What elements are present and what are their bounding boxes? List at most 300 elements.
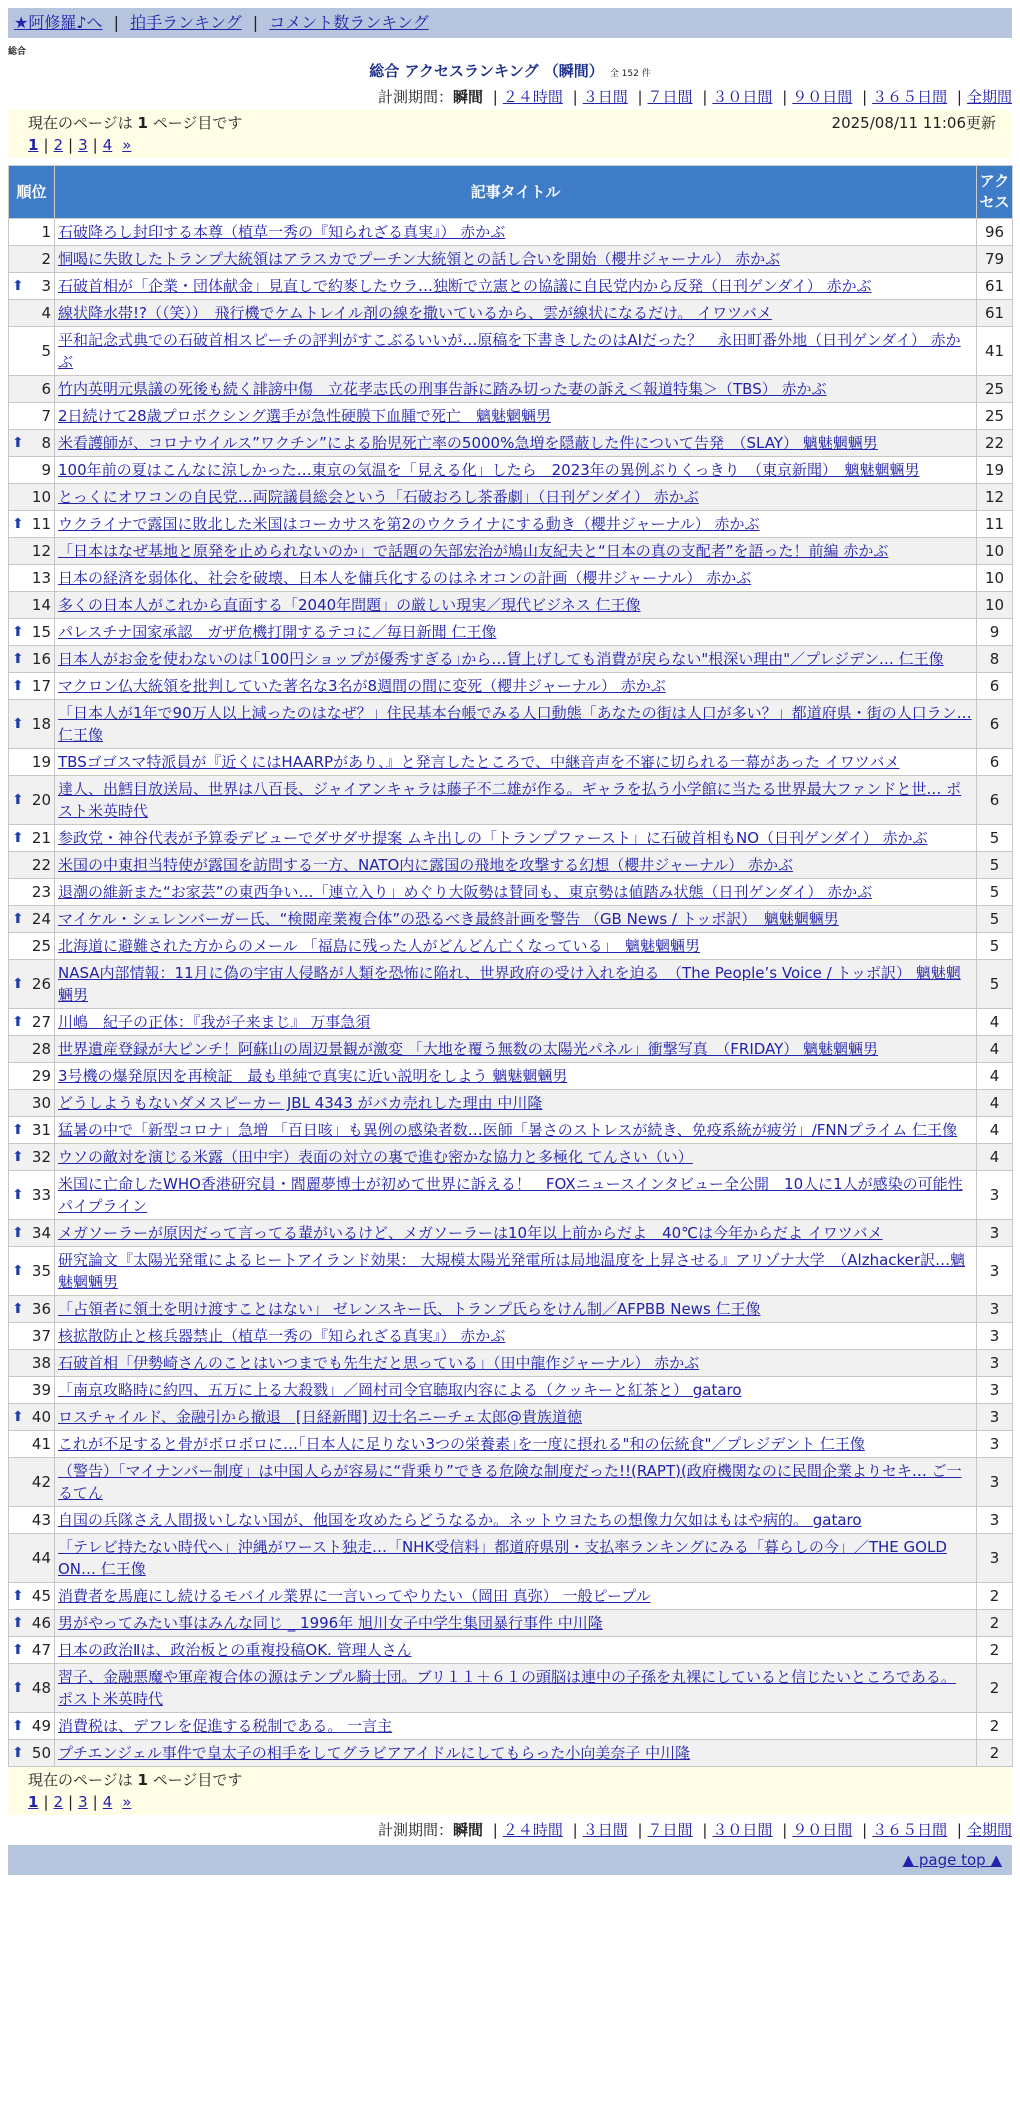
table-row xyxy=(9,1610,1013,1637)
table-row xyxy=(9,825,1013,852)
period-link-24h[interactable]: ２４時間 xyxy=(502,88,563,106)
rank-number: 14 xyxy=(31,596,51,614)
rank-cell xyxy=(9,592,55,619)
rank-up-arrow-icon: ⬆ xyxy=(12,1014,24,1030)
rank-number: 34 xyxy=(31,1224,51,1242)
rank-cell xyxy=(9,1323,55,1350)
page-info-bottom xyxy=(8,1767,1012,1815)
table-row xyxy=(9,430,1013,457)
article-link[interactable]: 米国の中東担当特使が露国を訪問する一方、NATO内に露国の飛地を攻撃する幻想（櫻井ジャーナル） 赤かぶ xyxy=(58,856,794,874)
table-row xyxy=(9,273,1013,300)
article-link[interactable]: 「占領者に領土を明け渡すことはない」 ゼレンスキー氏、トランプ氏らをけん制／AFPBB News 仁王像 xyxy=(58,1300,761,1318)
title-cell xyxy=(55,1583,977,1610)
rank-cell xyxy=(9,457,55,484)
table-row xyxy=(9,1036,1013,1063)
page-top-link[interactable]: ▲ page top ▲ xyxy=(902,1851,1002,1869)
rank-cell xyxy=(9,879,55,906)
title-cell xyxy=(55,1323,977,1350)
title-cell xyxy=(55,538,977,565)
table-row xyxy=(9,852,1013,879)
table-row xyxy=(9,1637,1013,1664)
rank-number: 1 xyxy=(41,223,51,241)
rank-cell xyxy=(9,1063,55,1090)
article-link[interactable]: どうしようもないダメスピーカー JBL 4343 がバカ売れした理由 中川隆 xyxy=(58,1094,543,1112)
table-row xyxy=(9,1740,1013,1767)
article-link[interactable]: 研究論文『太陽光発電によるヒートアイランド効果： 大規模太陽光発電所は局地温度を上昇させる』アリゾナ大学 （Alzhacker訳…魑魅魍魎男 xyxy=(58,1251,966,1291)
article-link[interactable]: 消費税は、デフレを促進する税制である。 一言主 xyxy=(58,1717,393,1735)
rank-up-arrow-icon: ⬆ xyxy=(12,1149,24,1165)
page-next-link[interactable]: » xyxy=(122,1793,132,1811)
rank-number: 3 xyxy=(41,277,51,295)
title-cell xyxy=(55,852,977,879)
title-cell xyxy=(55,673,977,700)
rank-number: 5 xyxy=(41,342,51,360)
access-count: 19 xyxy=(977,457,1013,484)
page-link-3[interactable]: 3 xyxy=(78,1793,88,1811)
article-link[interactable]: 世界遺産登録が大ピンチ！阿蘇山の周辺景観が激変 「大地を覆う無数の太陽光パネル」衝撃写真 （FRIDAY） 魑魅魍魎男 xyxy=(58,1040,879,1058)
rank-cell xyxy=(9,1377,55,1404)
title-cell xyxy=(55,1377,977,1404)
table-row xyxy=(9,1063,1013,1090)
title-cell xyxy=(55,776,977,825)
access-count: 2 xyxy=(977,1713,1013,1740)
rank-number: 45 xyxy=(31,1587,51,1605)
table-row xyxy=(9,933,1013,960)
pagination-top: 1 | 2 | 3 | 4 » xyxy=(28,136,132,154)
current-page-text: 現在のページは 1 ページ目です xyxy=(28,114,243,132)
rank-up-arrow-icon: ⬆ xyxy=(12,830,24,846)
page-next-link[interactable]: » xyxy=(122,136,132,154)
rank-cell xyxy=(9,1610,55,1637)
article-link[interactable]: TBSゴゴスマ特派員が『近くにはHAARPがあり、』と発言したところで、中継音声を不審に切られる一幕があった イワツバメ xyxy=(58,753,900,771)
rank-number: 18 xyxy=(31,715,51,733)
rank-number: 49 xyxy=(31,1717,51,1735)
period-link-all[interactable]: 全期間 xyxy=(966,1821,1012,1839)
access-count: 22 xyxy=(977,430,1013,457)
article-link[interactable]: マクロン仏大統領を批判していた著名な3名が8週間の間に変死（櫻井ジャーナル） 赤かぶ xyxy=(58,677,666,695)
article-link[interactable]: 石破首相が「企業・団体献金」見直しで約麥したウラ…独断で立憲との協議に自民党内から反発（日刊ゲンダイ） 赤かぶ xyxy=(58,277,872,295)
rank-cell xyxy=(9,300,55,327)
article-link[interactable]: 核拡散防止と核兵器禁止（植草一秀の『知られざる真実』） 赤かぶ xyxy=(58,1327,506,1345)
title-cell xyxy=(55,1171,977,1220)
access-count: 2 xyxy=(977,1610,1013,1637)
rank-up-arrow-icon: ⬆ xyxy=(12,435,24,451)
article-link[interactable]: プチエンジェル事件で皇太子の相手をしてグラビアアイドルにしてもらった小向美奈子 中川隆 xyxy=(58,1744,691,1762)
rank-cell xyxy=(9,538,55,565)
rank-number: 20 xyxy=(31,791,51,809)
rank-number: 35 xyxy=(31,1262,51,1280)
rank-number: 41 xyxy=(31,1435,51,1453)
title-cell xyxy=(55,1350,977,1377)
table-row xyxy=(9,906,1013,933)
page-link-2[interactable]: 2 xyxy=(53,136,64,154)
rank-number: 19 xyxy=(31,753,51,771)
period-link-90d[interactable]: ９０日間 xyxy=(792,88,853,106)
access-count: 8 xyxy=(977,646,1013,673)
title-cell xyxy=(55,933,977,960)
period-link-all[interactable]: 全期間 xyxy=(966,88,1012,106)
article-link[interactable]: 恫喝に失敗したトランプ大統領はアラスカでプーチン大統領との話し合いを開始（櫻井ジャーナル） 赤かぶ xyxy=(58,250,781,268)
table-row xyxy=(9,538,1013,565)
article-link[interactable]: 達人、出鱈目放送局、世界は八百長、ジャイアンキャラは藤子不二雄が作る。ギャラを払う小学館に当たる世界最大ファンドと世… ポスト米英時代 xyxy=(58,780,962,820)
article-link[interactable]: 3号機の爆発原因を再検証 最も単純で真実に近い説明をしよう 魑魅魍魎男 xyxy=(58,1067,568,1085)
title-cell xyxy=(55,1458,977,1507)
access-count: 5 xyxy=(977,879,1013,906)
article-link[interactable]: （警告）「マイナンバー制度」は中国人らが容易に“背乗り”できる危険な制度だった!!(RAPT)(政府機関なのに民間企業よりセキ… ご一るてん xyxy=(58,1462,962,1502)
article-link[interactable]: 平和記念式典での石破首相スピーチの評判がすこぶるいいが…原稿を下書きしたのはAIだった？ 永田町番外地（日刊ゲンダイ） 赤かぶ xyxy=(58,331,961,371)
rank-number: 13 xyxy=(31,569,51,587)
rank-number: 31 xyxy=(31,1121,51,1139)
title-cell xyxy=(55,511,977,538)
article-link[interactable]: 習子、金融悪魔や軍産複合体の源はテンプル騎士団。ブリ１１＋６１の頭脳は連中の子孫を丸裸にしていると信じたいところである。 ポスト米英時代 xyxy=(58,1668,956,1708)
access-count: 3 xyxy=(977,1507,1013,1534)
article-link[interactable]: 石破首相「伊勢崎さんのことはいつまでも先生だと思っている」（田中龍作ジャーナル） 赤かぶ xyxy=(58,1354,700,1372)
table-row xyxy=(9,457,1013,484)
title-cell xyxy=(55,700,977,749)
article-link[interactable]: 米看護師が、コロナウイルス”ワクチン”による胎児死亡率の5000%急増を隠蔽した件について告発 （SLAY） 魑魅魍魎男 xyxy=(58,434,878,452)
rank-number: 10 xyxy=(31,488,51,506)
clap-ranking-link[interactable]: 拍手ランキング xyxy=(130,13,242,32)
table-row xyxy=(9,1713,1013,1740)
rank-cell xyxy=(9,776,55,825)
access-count: 5 xyxy=(977,852,1013,879)
pagination-bottom: 1 | 2 | 3 | 4 » xyxy=(28,1793,132,1811)
article-link[interactable]: 日本の政治Ⅱは、政治板との重複投稿OK. 管理人さん xyxy=(58,1641,412,1659)
rank-up-arrow-icon: ⬆ xyxy=(12,1122,24,1138)
article-link[interactable]: 参政党・神谷代表が予算委デビューでダサダサ提案 ムキ出しの「トランプファースト」に石破首相もNO（日刊ゲンダイ） 赤かぶ xyxy=(58,829,928,847)
title-cell xyxy=(55,1534,977,1583)
rank-cell xyxy=(9,1534,55,1583)
article-link[interactable]: 北海道に避難された方からのメール 「福島に残った人がどんどん亡くなっている」 魑魅魍魎男 xyxy=(58,937,700,955)
access-count: 6 xyxy=(977,673,1013,700)
rank-up-arrow-icon: ⬆ xyxy=(12,1301,24,1317)
rank-number: 40 xyxy=(31,1408,51,1426)
table-row xyxy=(9,246,1013,273)
rank-cell xyxy=(9,825,55,852)
title-cell xyxy=(55,484,977,511)
header-rank: 順位 xyxy=(9,166,55,219)
article-link[interactable]: 猛暑の中で「新型コロナ」急増 「百日咳」も異例の感染者数…医師「暑さのストレスが続き、免疫系統が疲労」/FNNプライム 仁王像 xyxy=(58,1121,958,1139)
article-link[interactable]: 竹内英明元県議の死後も続く誹謗中傷 立花孝志氏の刑事告訴に踏み切った妻の訴え＜報道特集＞（TBS） 赤かぶ xyxy=(58,380,827,398)
page-link-1[interactable]: 1 xyxy=(28,1793,39,1811)
period-current: 瞬間 xyxy=(452,1821,483,1839)
article-link[interactable]: 石破降ろし封印する本尊（植草一秀の『知られざる真実』） 赤かぶ xyxy=(58,223,506,241)
rank-cell xyxy=(9,1507,55,1534)
page-link-4[interactable]: 4 xyxy=(102,136,113,154)
rank-cell xyxy=(9,700,55,749)
period-link-3d[interactable]: ３日間 xyxy=(582,88,628,106)
access-count: 4 xyxy=(977,1036,1013,1063)
access-count: 6 xyxy=(977,700,1013,749)
rank-up-arrow-icon: ⬆ xyxy=(12,1409,24,1425)
table-row xyxy=(9,300,1013,327)
rank-number: 12 xyxy=(31,542,51,560)
page-link-1[interactable]: 1 xyxy=(28,136,39,154)
access-count: 3 xyxy=(977,1458,1013,1507)
table-row xyxy=(9,1404,1013,1431)
rank-cell xyxy=(9,1090,55,1117)
table-row xyxy=(9,1009,1013,1036)
rank-cell xyxy=(9,1350,55,1377)
rank-cell xyxy=(9,1458,55,1507)
title-cell xyxy=(55,1610,977,1637)
rank-up-arrow-icon: ⬆ xyxy=(12,911,24,927)
title-cell xyxy=(55,1117,977,1144)
title-cell xyxy=(55,327,977,376)
article-link[interactable]: 男がやってみたい事はみんな同じ _ 1996年 旭川女子中学生集団暴行事件 中川隆 xyxy=(58,1614,603,1632)
title-cell xyxy=(55,619,977,646)
rank-number: 23 xyxy=(31,883,51,901)
table-header-row xyxy=(9,166,1013,219)
article-link[interactable]: 多くの日本人がこれから直面する「2040年問題」の厳しい現実／現代ビジネス 仁王像 xyxy=(58,596,641,614)
access-count: 3 xyxy=(977,1377,1013,1404)
rank-number: 9 xyxy=(41,461,51,479)
access-count: 41 xyxy=(977,327,1013,376)
title-cell xyxy=(55,430,977,457)
ranking-table-body xyxy=(9,219,1013,1767)
article-link[interactable]: 線状降水帯!?（（笑）） 飛行機でケムトレイル剤の線を撒いているから、雲が線状になるだけ。 イワツバメ xyxy=(58,304,772,322)
period-link-30d[interactable]: ３０日間 xyxy=(712,1821,773,1839)
table-row xyxy=(9,776,1013,825)
table-row xyxy=(9,619,1013,646)
title-cell xyxy=(55,1431,977,1458)
access-count: 11 xyxy=(977,511,1013,538)
table-row xyxy=(9,219,1013,246)
article-link[interactable]: 退潮の維新また“お家芸”の東西争い…「連立入り」めぐり大阪勢は賛同も、東京勢は値踏み状態（日刊ゲンダイ） 赤かぶ xyxy=(58,883,873,901)
title-cell xyxy=(55,376,977,403)
rank-cell xyxy=(9,1117,55,1144)
access-count: 4 xyxy=(977,1117,1013,1144)
comment-ranking-link[interactable]: コメント数ランキング xyxy=(269,13,429,32)
rank-cell xyxy=(9,1431,55,1458)
rank-cell xyxy=(9,1583,55,1610)
access-count: 5 xyxy=(977,906,1013,933)
table-row xyxy=(9,1247,1013,1296)
rank-up-arrow-icon: ⬆ xyxy=(12,1225,24,1241)
rank-number: 28 xyxy=(31,1040,51,1058)
rank-up-arrow-icon: ⬆ xyxy=(12,1718,24,1734)
title-cell xyxy=(55,1404,977,1431)
title-cell xyxy=(55,1296,977,1323)
article-link[interactable]: 米国に亡命したWHO香港研究員・閻麗夢博士が初めて世界に訴える！ FOXニュースインタビュー全公開 10人に1人が感染の可能性 パイプライン xyxy=(58,1175,963,1215)
category-label: 総合 xyxy=(8,47,27,57)
table-row xyxy=(9,1117,1013,1144)
access-count: 10 xyxy=(977,565,1013,592)
rank-cell xyxy=(9,565,55,592)
access-count: 4 xyxy=(977,1090,1013,1117)
table-row xyxy=(9,327,1013,376)
access-count: 10 xyxy=(977,538,1013,565)
total-count: 全 152 件 xyxy=(609,69,651,79)
access-count: 3 xyxy=(977,1431,1013,1458)
article-link[interactable]: ウクライナで露国に敗北した米国はコーカサスを第2のウクライナにする動き（櫻井ジャーナル） 赤かぶ xyxy=(58,515,760,533)
table-row xyxy=(9,1458,1013,1507)
page-link-3[interactable]: 3 xyxy=(78,136,88,154)
title-cell xyxy=(55,592,977,619)
ranking-table xyxy=(8,165,1013,1767)
article-link[interactable]: 「日本はなぜ基地と原発を止められないのか」で話題の矢部宏治が鳩山友紀夫と“日本の真の支配者”を語った！前編 赤かぶ xyxy=(58,542,889,560)
period-link-365d[interactable]: ３６５日間 xyxy=(872,88,948,106)
rank-number: 44 xyxy=(31,1549,51,1567)
rank-cell xyxy=(9,327,55,376)
rank-cell xyxy=(9,933,55,960)
rank-number: 6 xyxy=(41,380,51,398)
title-cell xyxy=(55,300,977,327)
table-row xyxy=(9,511,1013,538)
period-selector-top: 計測期間：瞬間 | ２４時間 | ３日間 | ７日間 | ３０日間 | ９０日間 | ３６５日間 | 全期間 xyxy=(377,88,1012,106)
access-count: 5 xyxy=(977,960,1013,1009)
rank-cell xyxy=(9,1144,55,1171)
table-row xyxy=(9,879,1013,906)
rank-number: 17 xyxy=(31,677,51,695)
rank-cell xyxy=(9,852,55,879)
title-cell xyxy=(55,1090,977,1117)
period-link-3d[interactable]: ３日間 xyxy=(582,1821,628,1839)
table-row xyxy=(9,1323,1013,1350)
access-count: 3 xyxy=(977,1220,1013,1247)
article-link[interactable]: 日本の経済を弱体化、社会を破壊、日本人を傭兵化するのはネオコンの計画（櫻井ジャーナル） 赤かぶ xyxy=(58,569,752,587)
rank-cell xyxy=(9,1171,55,1220)
title-cell xyxy=(55,1144,977,1171)
rank-up-arrow-icon: ⬆ xyxy=(12,1615,24,1631)
period-label: 計測期間： xyxy=(377,1821,453,1839)
page-info-top xyxy=(8,110,1012,158)
title-cell xyxy=(55,1713,977,1740)
rank-number: 8 xyxy=(41,434,51,452)
rank-number: 22 xyxy=(31,856,51,874)
nav-separator: | xyxy=(113,13,120,32)
rank-cell xyxy=(9,511,55,538)
title-cell xyxy=(55,1009,977,1036)
article-link[interactable]: パレスチナ国家承認 ガザ危機打開するテコに／毎日新聞 仁王像 xyxy=(58,623,497,641)
table-row xyxy=(9,960,1013,1009)
rank-up-arrow-icon: ⬆ xyxy=(12,716,24,732)
table-row xyxy=(9,565,1013,592)
table-row xyxy=(9,646,1013,673)
table-row xyxy=(9,403,1013,430)
rank-cell xyxy=(9,1664,55,1713)
access-count: 5 xyxy=(977,825,1013,852)
access-count: 3 xyxy=(977,1404,1013,1431)
article-link[interactable]: 「日本人が1年で90万人以上減ったのはなぜ？」住民基本台帳でみる人口動態「あなたの街は人口が多い？」都道府県・街の人口ラン… 仁王像 xyxy=(58,704,972,744)
rank-cell xyxy=(9,403,55,430)
rank-number: 7 xyxy=(41,407,51,425)
table-row xyxy=(9,376,1013,403)
article-link[interactable]: 100年前の夏はこんなに涼しかった…東京の気温を「見える化」したら 2023年の異例ぶりくっきり （東京新聞） 魑魅魍魎男 xyxy=(58,461,920,479)
article-link[interactable]: 日本人がお金を使わないのは｢100円ショップが優秀すぎる｣から…賃上げしても消費が戻らない"根深い理由"／プレジデン… 仁王像 xyxy=(58,650,944,668)
access-count: 6 xyxy=(977,749,1013,776)
table-row xyxy=(9,1583,1013,1610)
rank-cell xyxy=(9,1296,55,1323)
rank-number: 26 xyxy=(31,975,51,993)
rank-number: 50 xyxy=(31,1744,51,1762)
access-count: 12 xyxy=(977,484,1013,511)
title-cell xyxy=(55,960,977,1009)
rank-cell xyxy=(9,1740,55,1767)
title-cell xyxy=(55,646,977,673)
table-row xyxy=(9,1296,1013,1323)
title-cell xyxy=(55,273,977,300)
table-row xyxy=(9,1534,1013,1583)
rank-number: 47 xyxy=(31,1641,51,1659)
access-count: 3 xyxy=(977,1534,1013,1583)
rank-cell xyxy=(9,619,55,646)
article-link[interactable]: 「テレビ持たない時代へ」沖縄がワースト独走…「NHK受信料」都道府県別・支払率ランキングにみる「暮らしの今」／THE GOLD ON… 仁王像 xyxy=(58,1538,947,1578)
article-link[interactable]: 2日続けて28歳プロボクシング選手が急性硬膜下血腫で死亡 魑魅魍魎男 xyxy=(58,407,551,425)
title-cell xyxy=(55,1063,977,1090)
period-link-24h[interactable]: ２４時間 xyxy=(502,1821,563,1839)
article-link[interactable]: ロスチャイルド、金融引から撤退 [日経新聞] 辺士名ニーチェ太郎@貴族道徳 xyxy=(58,1408,582,1426)
title-cell xyxy=(55,906,977,933)
table-row xyxy=(9,592,1013,619)
rank-cell xyxy=(9,960,55,1009)
article-link[interactable]: これが不足すると骨がボロボロに…｢日本人に足りない3つの栄養素｣を一度に摂れる"和の伝統食"／プレジデント 仁王像 xyxy=(58,1435,865,1453)
access-count: 2 xyxy=(977,1740,1013,1767)
period-link-7d[interactable]: ７日間 xyxy=(647,88,693,106)
table-row xyxy=(9,1144,1013,1171)
period-link-30d[interactable]: ３０日間 xyxy=(712,88,773,106)
rank-number: 37 xyxy=(31,1327,51,1345)
access-count: 6 xyxy=(977,776,1013,825)
rank-up-arrow-icon: ⬆ xyxy=(12,1187,24,1203)
article-link[interactable]: 川嶋 紀子の正体：『我が子来まじ』 万事急須 xyxy=(58,1013,371,1031)
table-row xyxy=(9,484,1013,511)
title-cell xyxy=(55,403,977,430)
title-cell xyxy=(55,457,977,484)
title-cell xyxy=(55,749,977,776)
rank-cell xyxy=(9,1036,55,1063)
rank-up-arrow-icon: ⬆ xyxy=(12,278,24,294)
access-count: 61 xyxy=(977,273,1013,300)
article-link[interactable]: 消費者を馬鹿にし続けるモバイル業界に一言いってやりたい（岡田 真弥） 一般ピープル xyxy=(58,1587,651,1605)
rank-up-arrow-icon: ⬆ xyxy=(12,1642,24,1658)
rank-number: 25 xyxy=(31,937,51,955)
table-row xyxy=(9,700,1013,749)
page-link-4[interactable]: 4 xyxy=(102,1793,113,1811)
title-cell xyxy=(55,1036,977,1063)
rank-up-arrow-icon: ⬆ xyxy=(12,1745,24,1761)
rank-number: 32 xyxy=(31,1148,51,1166)
access-count: 4 xyxy=(977,1144,1013,1171)
article-link[interactable]: NASA内部情報：11月に偽の宇宙人侵略が人類を恐怖に陥れ、世界政府の受け入れを迫る （The People’s Voice / トッポ訳） 魑魅魍魎男 xyxy=(58,964,961,1004)
rank-number: 2 xyxy=(41,250,51,268)
article-link[interactable]: 「南京攻略時に約四、五万に上る大殺戮」／岡村司令官聴取内容による（クッキーと紅茶と） gataro xyxy=(58,1381,742,1399)
page-link-2[interactable]: 2 xyxy=(53,1793,64,1811)
article-link[interactable]: とっくにオワコンの自民党…両院議員総会という「石破おろし茶番劇」（日刊ゲンダイ） 赤かぶ xyxy=(58,488,699,506)
access-count: 96 xyxy=(977,219,1013,246)
article-link[interactable]: 自国の兵隊さえ人間扱いしない国が、他国を攻めたらどうなるか。ネットウヨたちの想像力欠如はもはや病的。 gataro xyxy=(58,1511,862,1529)
nav-separator: | xyxy=(252,13,259,32)
access-count: 79 xyxy=(977,246,1013,273)
access-count: 2 xyxy=(977,1583,1013,1610)
title-cell xyxy=(55,1664,977,1713)
period-link-90d[interactable]: ９０日間 xyxy=(792,1821,853,1839)
article-link[interactable]: マイケル・シェレンバーガー氏、“検閲産業複合体”の恐るべき最終計画を警告 （GB News / トッポ訳） 魑魅魍魎男 xyxy=(58,910,839,928)
article-link[interactable]: メガソーラーが原因だって言ってる輩がいるけど、メガソーラーは10年以上前からだよ 40℃は今年からだよ イワツバメ xyxy=(58,1224,883,1242)
page-title xyxy=(0,60,1020,81)
table-row xyxy=(9,1431,1013,1458)
access-count: 3 xyxy=(977,1350,1013,1377)
period-link-365d[interactable]: ３６５日間 xyxy=(872,1821,948,1839)
title-cell xyxy=(55,246,977,273)
article-link[interactable]: ウソの敵対を演じる米露（田中宇）表面の対立の裏で進む密かな協力と多極化 てんさい（い） xyxy=(58,1148,693,1166)
rank-cell xyxy=(9,749,55,776)
period-link-7d[interactable]: ７日間 xyxy=(647,1821,693,1839)
home-link[interactable]: ★阿修羅♪へ xyxy=(14,13,103,32)
access-count: 10 xyxy=(977,592,1013,619)
rank-number: 48 xyxy=(31,1679,51,1697)
rank-cell xyxy=(9,430,55,457)
